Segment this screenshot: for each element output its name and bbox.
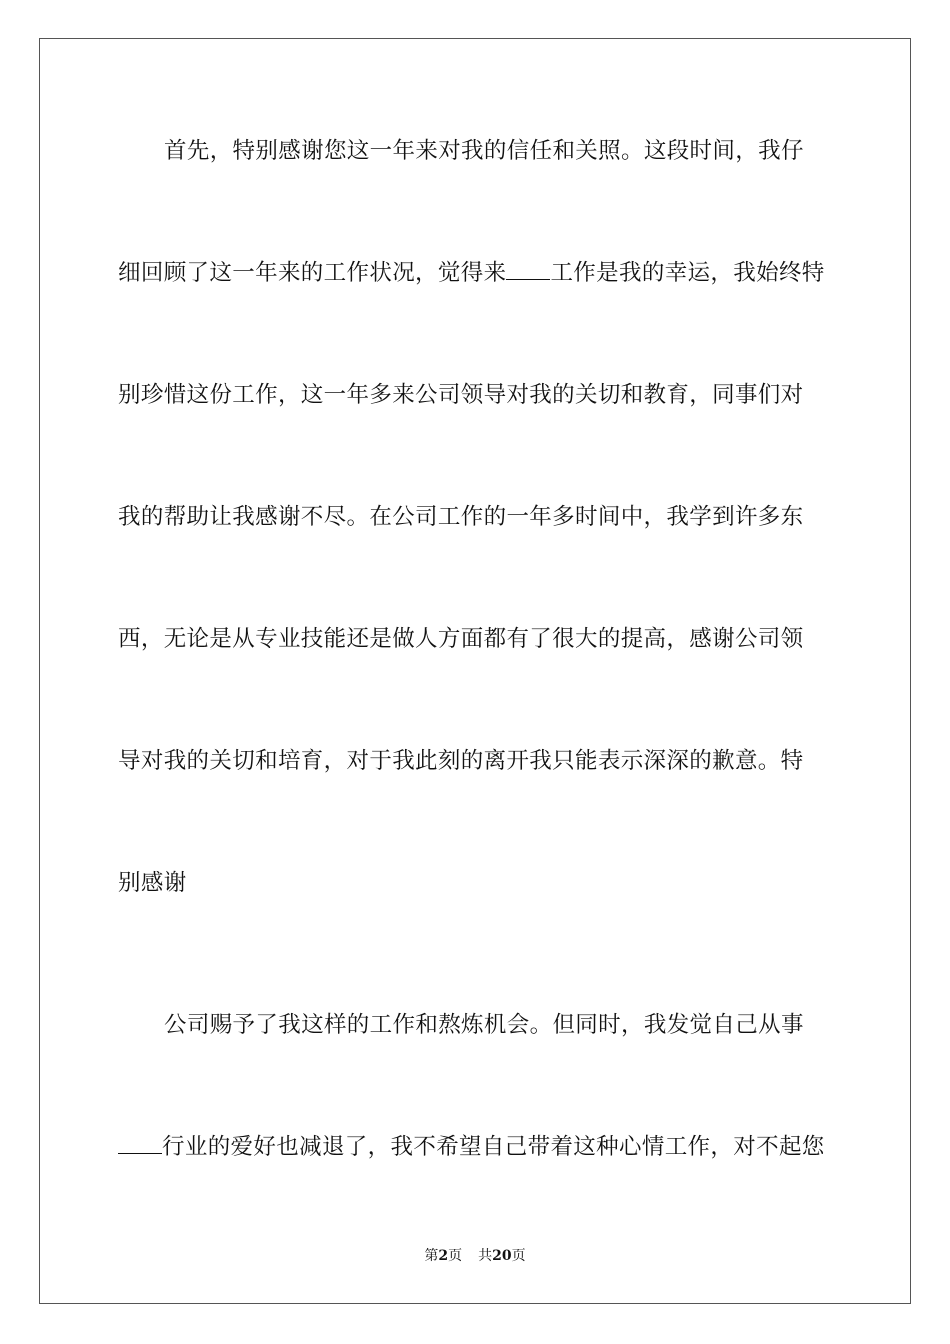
fill-in-blank (118, 1135, 162, 1154)
total-pages: 20 (492, 1248, 512, 1264)
paragraph-1-line-3: 别珍惜这份工作，这一年多来公司领导对我的关切和教育，同事们对 (118, 382, 804, 408)
paragraph-1-line-7: 别感谢 (118, 870, 187, 896)
page-label-suffix: 页 (448, 1248, 463, 1264)
paragraph-1-line-5: 西，无论是从专业技能还是做人方面都有了很大的提高，感谢公司领 (118, 626, 804, 652)
paragraph-1-line-2: 细回顾了这一年来的工作状况，觉得来 工作是我的幸运，我始终特 (118, 260, 825, 286)
total-label-suffix: 页 (511, 1248, 526, 1264)
total-label-prefix: 共 (478, 1248, 493, 1264)
paragraph-1-line-1: 首先，特别感谢您这一年来对我的信任和关照。这段时间，我仔 (164, 138, 804, 164)
page-number: 2 (438, 1248, 449, 1264)
page-frame (39, 38, 911, 1304)
paragraph-1-line-4: 我的帮助让我感谢不尽。在公司工作的一年多时间中，我学到许多东 (118, 504, 804, 530)
page-label-prefix: 第 (424, 1248, 439, 1264)
paragraph-1-line-6: 导对我的关切和培育，对于我此刻的离开我只能表示深深的歉意。特 (118, 748, 804, 774)
fill-in-blank (506, 261, 550, 280)
paragraph-2-line-1: 公司赐予了我这样的工作和熬炼机会。但同时，我发觉自己从事 (164, 1012, 804, 1038)
paragraph-2-line-2: 行业的爱好也减退了，我不希望自己带着这种心情工作，对不起您 (118, 1132, 832, 1162)
page-footer (0, 1246, 950, 1266)
